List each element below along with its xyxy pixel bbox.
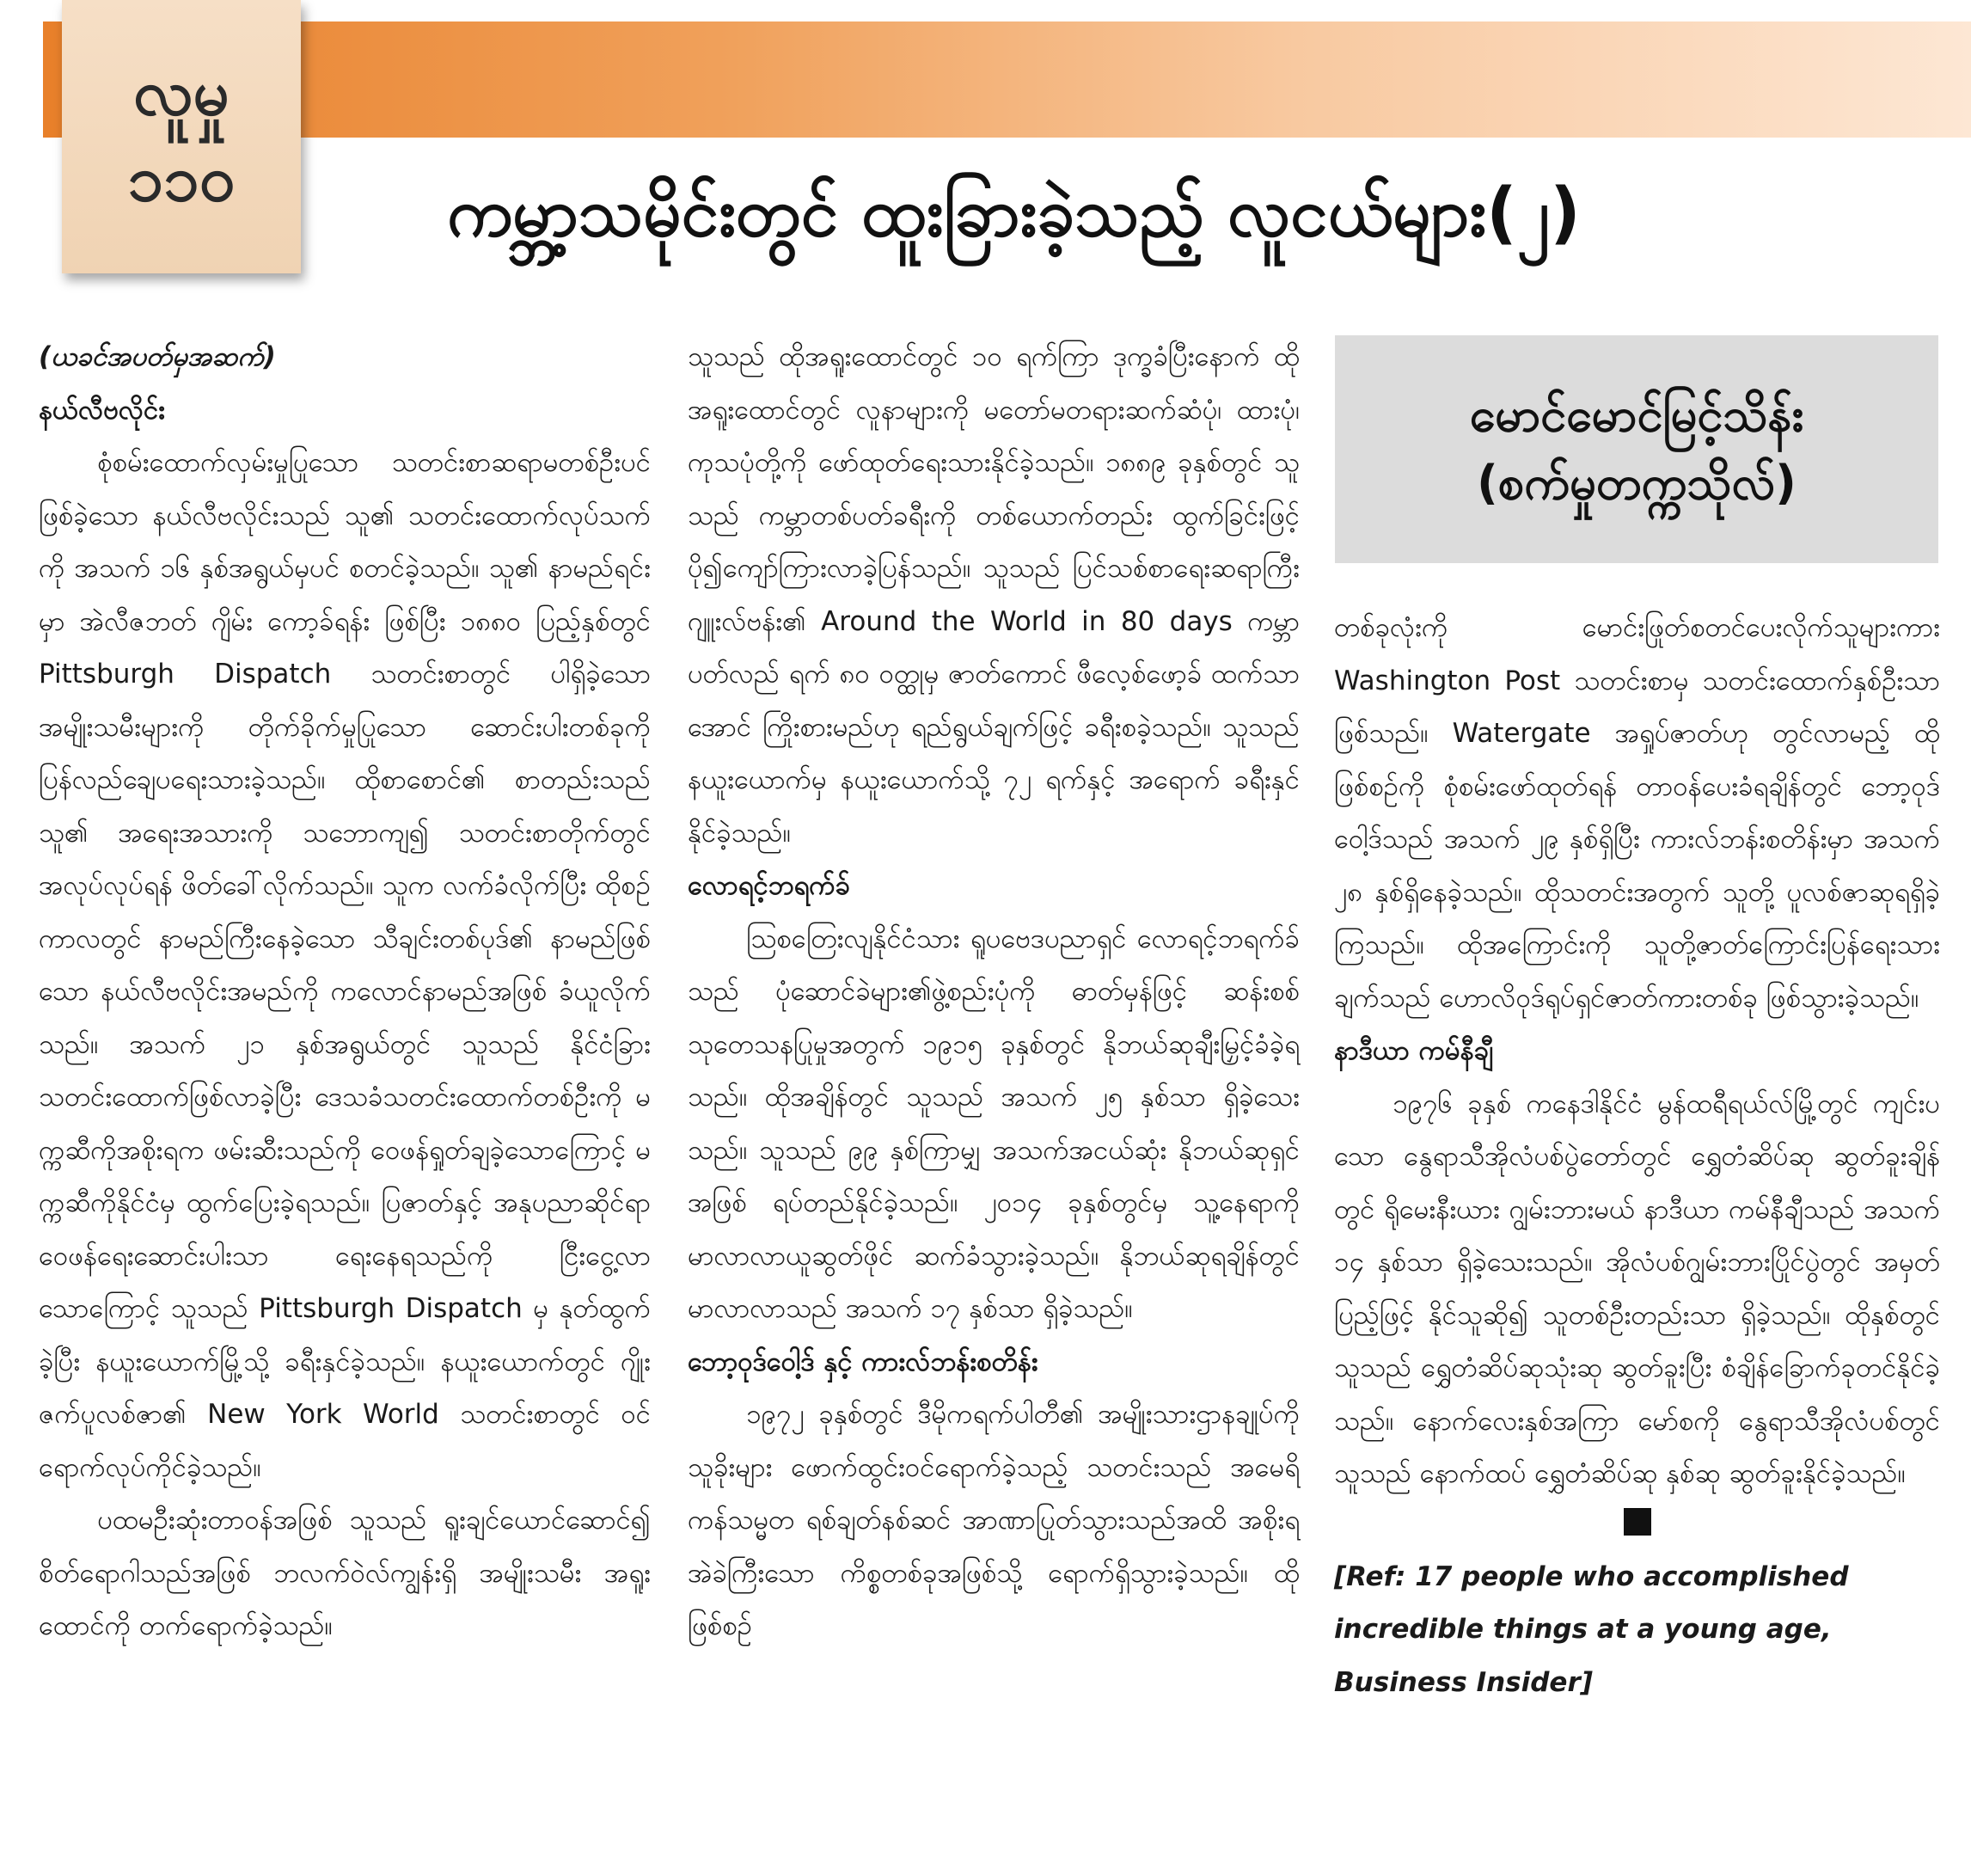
paragraph: ၁၉၇၂ ခုနှစ်တွင် ဒီမိုကရက်ပါတီ၏ အမျိုးသားဌာနချုပ်ကို သူခိုးများ ဖောက်ထွင်းဝင်ရောက်ခဲ့သည့် သတင်းသည် အမေရိကန်သမ္မတ ရစ်ချတ်နစ်ဆင် အာဏာပြုတ်သွားသည်အထိ အစိုးရအဲခဲကြီးသော ကိစ္စတစ်ခုအဖြစ်သို့ ရောက်ရှိသွားခဲ့သည်။ ထိုဖြစ်စဉ် [688,1399,1300,1641]
section-label: လူမှု [133,56,230,131]
end-of-article-mark [1624,1508,1651,1536]
author-name: မောင်မောင်မြင့်သိန်း [1469,388,1804,443]
author-box [1335,335,1938,563]
continued-note: (ယခင်အပတ်မှအဆက်) [39,341,276,372]
header-gradient-band [43,21,1971,138]
page-number: ၁၁၀ [127,142,236,216]
subhead-woodward-bernstein: ဘော့ဝုဒ်ဝေါ့ဒ် နှင့် ကားလ်ဘန်းစတိန်း [688,1346,1038,1377]
reference-note: [Ref: 17 people who accomplished incredible things at a young age, Business Insider] [1334,1560,1849,1698]
paragraph: သူသည် ထိုအရူးထောင်တွင် ၁၀ ရက်ကြာ ဒုက္ခခံပြီးနောက် ထိုအရူးထောင်တွင် လူနာများကို မတော်မတရားဆက်ဆံပုံ၊ ထားပုံ၊ ကုသပုံတို့ကို ဖော်ထုတ်ရေးသားနိုင်ခဲ့သည်။ ၁၈၈၉ ခုနှစ်တွင် သူသည် ကမ္ဘာတစ်ပတ်ခရီးကို တစ်ယောက်တည်း ထွက်ခြင်းဖြင့် ပို၍ကျော်ကြားလာခဲ့ပြန်သည်။ သူသည် ပြင်သစ်စာရေးဆရာကြီး ဂျူးလ်ဗန်း၏ Around the World in 80 days ကမ္ဘာပတ်လည် ရက် ၈၀ ဝတ္ထုမှ ဇာတ်ကောင် ဖီလေ့စ်ဖော့ခ် ထက်သာအောင် ကြိုးစားမည်ဟု ရည်ရွယ်ချက်ဖြင့် ခရီးစခဲ့သည်။ သူသည် နယူးယောက်မှ နယူးယောက်သို့ ၇၂ ရက်နှင့် အရောက် ခရီးနှင်နိုင်ခဲ့သည်။ [688,341,1300,849]
author-affiliation: (စက်မှုတက္ကသိုလ်) [1477,455,1797,510]
subhead-nellie-bly: နယ်လီဗလိုင်း [39,394,166,426]
paragraph: ၁၉၇၆ ခုနှစ် ကနေဒါနိုင်ငံ မွန်ထရီရယ်လ်မြို့တွင် ကျင်းပသော နွေရာသီအိုလံပစ်ပွဲတော်တွင် ရွှေတံဆိပ်ဆု ဆွတ်ခူးချိန်တွင် ရိုမေးနီးယား ဂျွမ်းဘားမယ် နာဒီယာ ကမ်နီချီသည် အသက် ၁၄ နှစ်သာ ရှိခဲ့သေးသည်။ အိုလံပစ်ဂျွမ်းဘားပြိုင်ပွဲတွင် အမှတ်ပြည့်ဖြင့် နိုင်သူဆို၍ သူတစ်ဦးတည်းသာ ရှိခဲ့သည်။ ထိုနှစ်တွင် သူသည် ရွှေတံဆိပ်ဆုသုံးဆု ဆွတ်ခူးပြီး စံချိန်ခြောက်ခုတင်နိုင်ခဲ့သည်။ နောက်လေးနှစ်အကြာ မော်စကို နွေရာသီအိုလံပစ်တွင် သူသည် နောက်ထပ် ရွှေတံဆိပ်ဆု နှစ်ဆု ဆွတ်ခူးနိုင်ခဲ့သည်။ [1334,1088,1940,1489]
section-tab [62,0,301,273]
subhead-nadia-comaneci: နာဒီယာ ကမ်နီချီ [1334,1035,1494,1066]
paragraph: ပထမဦးဆုံးတာဝန်အဖြစ် သူသည် ရူးချင်ယောင်ဆောင်၍ စိတ်ရောဂါသည်အဖြစ် ဘလက်ဝဲလ်ကျွန်းရှိ အမျိုးသမီး အရူးထောင်ကို တက်ရောက်ခဲ့သည်။ [39,1505,651,1641]
paragraph: တစ်ခုလုံးကို မောင်းဖြုတ်စတင်ပေးလိုက်သူများကား Washington Post သတင်းစာမှ သတင်းထောက်နှစ်ဦးသာဖြစ်သည်။ Watergate အရှုပ်ဇာတ်ဟု တွင်လာမည့် ထိုဖြစ်စဉ်ကို စုံစမ်းဖော်ထုတ်ရန် တာဝန်ပေးခံရချိန်တွင် ဘော့ဝုဒ်ဝေါ့ဒ်သည် အသက် ၂၉ နှစ်ရှိပြီး ကားလ်ဘန်းစတိန်းမှာ အသက် ၂၈ နှစ်ရှိနေခဲ့သည်။ ထိုသတင်းအတွက် သူတို့ ပူလစ်ဇာဆုရရှိခဲ့ကြသည်။ ထိုအကြောင်းကို သူတို့ဇာတ်ကြောင်းပြန်ရေးသားချက်သည် ဟောလိဝုဒ်ရုပ်ရှင်ဇာတ်ကားတစ်ခု ဖြစ်သွားခဲ့သည်။ [1334,612,1940,1014]
article-column-2 [688,331,1300,1653]
article-column-1 [39,331,651,1653]
subhead-lawrence-bragg: လောရင့်ဘရက်ခ် [688,870,851,901]
article-column-3 [1334,602,1940,1709]
article-headline: ကမ္ဘာ့သမိုင်းတွင် ထူးခြားခဲ့သည့် လူငယ်များ(၂) [447,174,1581,252]
paragraph: ဩစတြေးလျနိုင်ငံသား ရူပဗေဒပညာရှင် လောရင့်ဘရက်ခ်သည် ပုံဆောင်ခဲများ၏ဖွဲ့စည်းပုံကို ဓာတ်မှန်ဖြင့် ဆန်းစစ်သုတေသနပြုမှုအတွက် ၁၉၁၅ ခုနှစ်တွင် နိုဘယ်ဆုချီးမြှင့်ခံခဲ့ရသည်။ ထိုအချိန်တွင် သူသည် အသက် ၂၅ နှစ်သာ ရှိခဲ့သေးသည်။ သူသည် ၉၉ နှစ်ကြာမျှ အသက်အငယ်ဆုံး နိုဘယ်ဆုရှင်အဖြစ် ရပ်တည်နိုင်ခဲ့သည်။ ၂၀၁၄ ခုနှစ်တွင်မှ သူ့နေရာကို မာလာလာယူဆွတ်ဖိုင် ဆက်ခံသွားခဲ့သည်။ နိုဘယ်ဆုရချိန်တွင် မာလာလာသည် အသက် ၁၇ နှစ်သာ ရှိခဲ့သည်။ [688,923,1300,1324]
paragraph: စုံစမ်းထောက်လှမ်းမှုပြုသော သတင်းစာဆရာမတစ်ဦးပင်ဖြစ်ခဲ့သော နယ်လီဗလိုင်းသည် သူ၏ သတင်းထောက်လုပ်သက်ကို အသက် ၁၆ နှစ်အရွယ်မှပင် စတင်ခဲ့သည်။ သူ၏ နာမည်ရင်းမှာ အဲလီဇဘတ် ဂျိမ်း ကော့ခ်ရန်း ဖြစ်ပြီး ၁၈၈၀ ပြည့်နှစ်တွင် Pittsburgh Dispatch သတင်းစာတွင် ပါရှိခဲ့သော အမျိုးသမီးများကို တိုက်ခိုက်မှုပြုသော ဆောင်းပါးတစ်ခုကို ပြန်လည်ချေပရေးသားခဲ့သည်။ ထိုစာစောင်၏ စာတည်းသည် သူ၏ အရေးအသားကို သဘောကျ၍ သတင်းစာတိုက်တွင် အလုပ်လုပ်ရန် ဖိတ်ခေါ်လိုက်သည်။ သူက လက်ခံလိုက်ပြီး ထိုစဉ်ကာလတွင် နာမည်ကြီးနေခဲ့သော သီချင်းတစ်ပုဒ်၏ နာမည်ဖြစ်သော နယ်လီဗလိုင်းအမည်ကို ကလောင်နာမည်အဖြစ် ခံယူလိုက်သည်။ အသက် ၂၁ နှစ်အရွယ်တွင် သူသည် နိုင်ငံခြားသတင်းထောက်ဖြစ်လာခဲ့ပြီး ဒေသခံသတင်းထောက်တစ်ဦးကို မက္ကဆီကိုအစိုးရက ဖမ်းဆီးသည်ကို ဝေဖန်ရှုတ်ချခဲ့သောကြောင့် မက္ကဆီကိုနိုင်ငံမှ ထွက်ပြေးခဲ့ရသည်။ ပြဇာတ်နှင့် အနုပညာဆိုင်ရာ ဝေဖန်ရေးဆောင်းပါးသာ ရေးနေရသည်ကို ငြီးငွေ့လာသောကြောင့် သူသည် Pittsburgh Dispatch မှ နုတ်ထွက်ခဲ့ပြီး နယူးယောက်မြို့သို့ ခရီးနှင်ခဲ့သည်။ နယူးယောက်တွင် ဂျိုးဇက်ပူလစ်ဇာ၏ New York World သတင်းစာတွင် ဝင်ရောက်လုပ်ကိုင်ခဲ့သည်။ [39,447,651,1483]
